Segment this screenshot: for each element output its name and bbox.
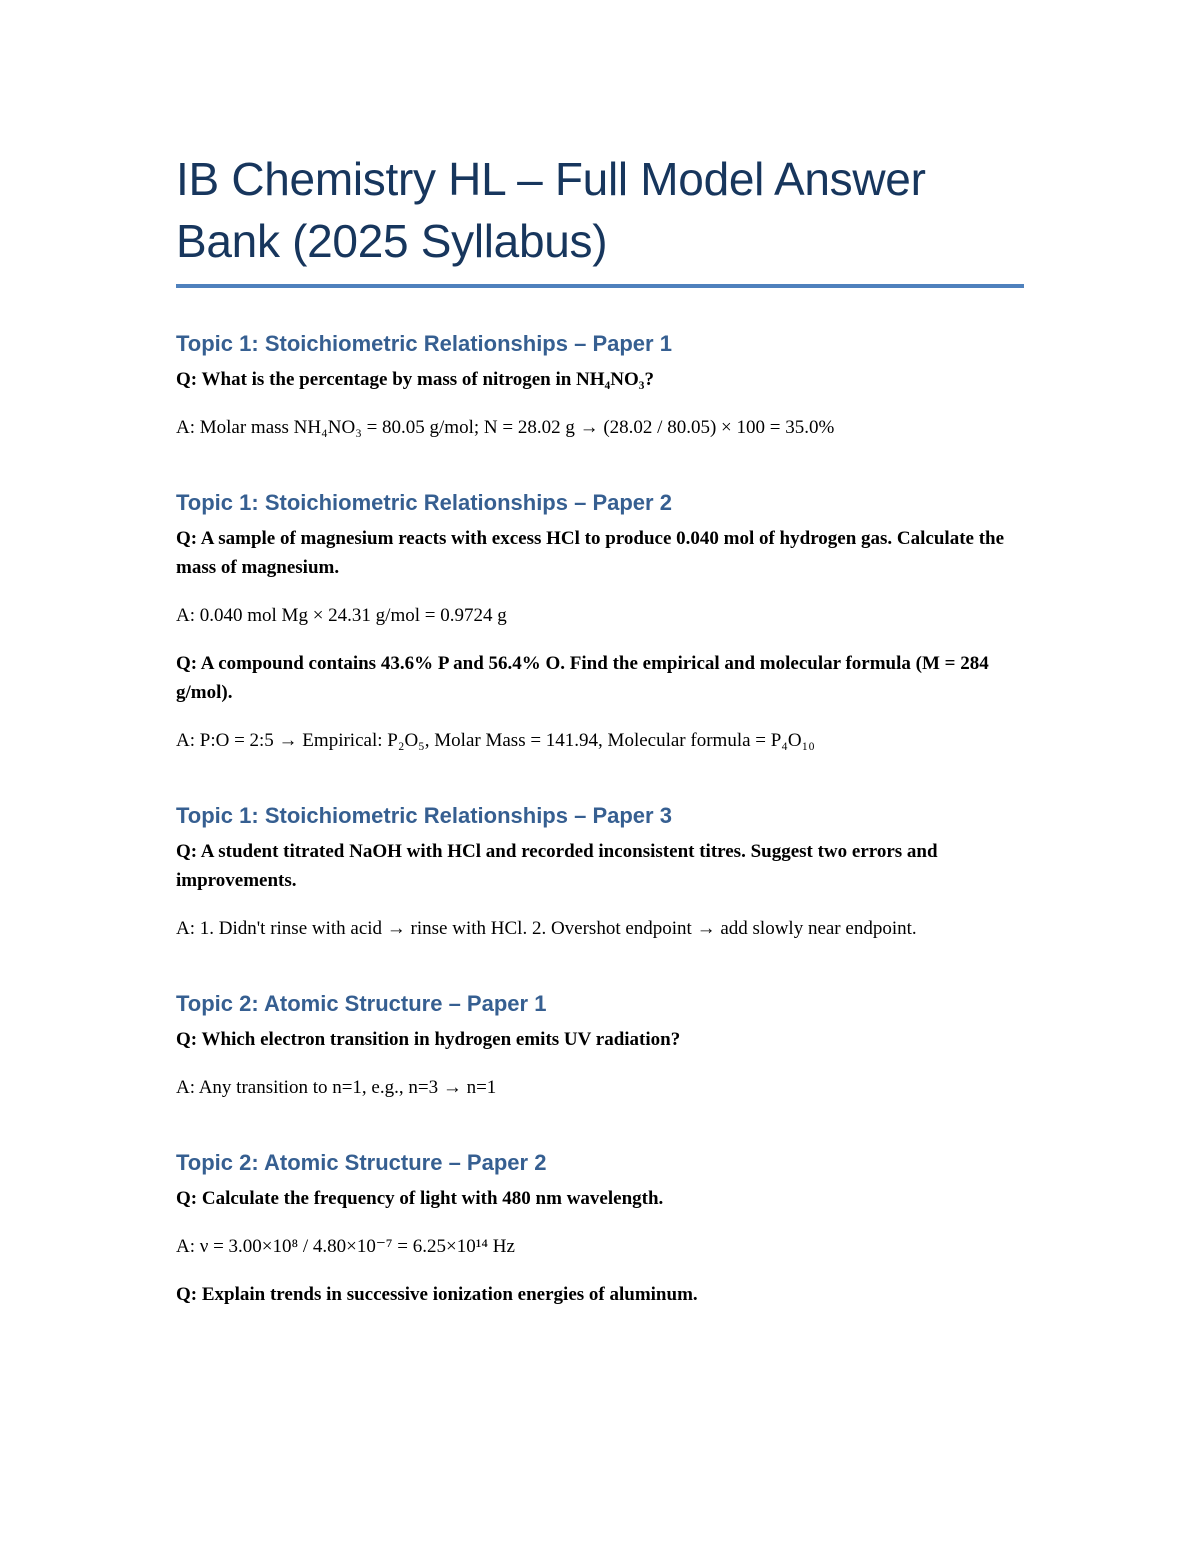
answer-text: A: P:O = 2:5 → Empirical: P₂O₅, Molar Mass = 141.94, Molecular formula = P₄O₁₀ (176, 730, 815, 751)
qa-item (176, 649, 1024, 755)
section-heading: Topic 2: Atomic Structure – Paper 2 (176, 1150, 547, 1175)
question-text: Q: Calculate the frequency of light with 480 nm wavelength. (176, 1188, 664, 1209)
question-text: Q: A student titrated NaOH with HCl and recorded inconsistent titres. Suggest two errors and improvements. (176, 841, 938, 891)
section-heading: Topic 2: Atomic Structure – Paper 1 (176, 991, 547, 1016)
section-topic1-paper3 (176, 801, 1024, 943)
answer-text: A: 1. Didn't rinse with acid → rinse with HCl. 2. Overshot endpoint → add slowly near endpoint. (176, 918, 917, 939)
answer-text: A: Any transition to n=1, e.g., n=3 → n=1 (176, 1077, 497, 1098)
title-underline (176, 284, 1024, 288)
qa-item (176, 1280, 1024, 1309)
answer-text: A: ν = 3.00×10⁸ / 4.80×10⁻⁷ = 6.25×10¹⁴ Hz (176, 1236, 515, 1257)
document-title: IB Chemistry HL – Full Model Answer Bank (2025 Syllabus) (176, 153, 926, 267)
document-page (176, 0, 1024, 1309)
answer-text: A: Molar mass NH₄NO₃ = 80.05 g/mol; N = 28.02 g → (28.02 / 80.05) × 100 = 35.0% (176, 417, 835, 438)
section-heading: Topic 1: Stoichiometric Relationships – Paper 3 (176, 803, 672, 828)
qa-item (176, 365, 1024, 442)
qa-item (176, 837, 1024, 943)
question-text: Q: A compound contains 43.6% P and 56.4% O. Find the empirical and molecular formula (M = 284 g/mol). (176, 653, 989, 703)
section-heading: Topic 1: Stoichiometric Relationships – Paper 2 (176, 490, 672, 515)
question-text: Q: Which electron transition in hydrogen emits UV radiation? (176, 1029, 681, 1050)
section-topic1-paper1 (176, 329, 1024, 442)
section-topic2-paper2 (176, 1148, 1024, 1309)
qa-item (176, 524, 1024, 630)
question-text: Q: What is the percentage by mass of nitrogen in NH₄NO₃? (176, 369, 654, 390)
qa-item (176, 1025, 1024, 1102)
question-text: Q: Explain trends in successive ionization energies of aluminum. (176, 1284, 698, 1305)
section-heading: Topic 1: Stoichiometric Relationships – Paper 1 (176, 331, 672, 356)
section-topic1-paper2 (176, 488, 1024, 755)
qa-item (176, 1184, 1024, 1261)
question-text: Q: A sample of magnesium reacts with excess HCl to produce 0.040 mol of hydrogen gas. Calculate the mass of magnesium. (176, 528, 1005, 578)
section-topic2-paper1 (176, 989, 1024, 1102)
answer-text: A: 0.040 mol Mg × 24.31 g/mol = 0.9724 g (176, 605, 507, 626)
